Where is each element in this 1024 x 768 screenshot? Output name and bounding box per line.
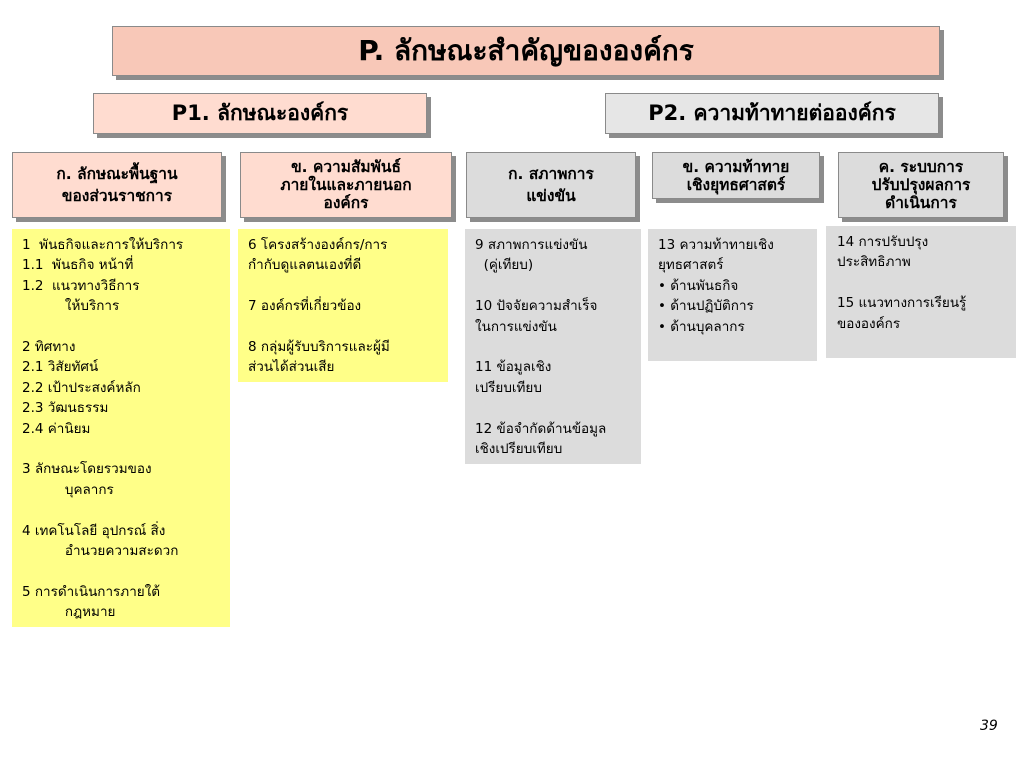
- header-organizational-environment: [12, 152, 222, 218]
- header-line: องค์กร: [323, 194, 369, 212]
- text-line: 2 ทิศทาง: [22, 339, 76, 356]
- text-line: 7 องค์กรที่เกี่ยวข้อง: [248, 298, 362, 315]
- header-performance-improvement-system: [838, 152, 1004, 218]
- text-line: [22, 500, 222, 520]
- text-line: 2.1 วิสัยทัศน์: [22, 359, 99, 376]
- text-line: 15 แนวทางการเรียนรู้: [837, 295, 967, 312]
- text-line: อำนวยความสะดวก: [22, 543, 179, 560]
- text-line: ส่วนได้ส่วนเสีย: [248, 359, 335, 376]
- text-block: [508, 163, 594, 207]
- content-performance-improvement: [826, 226, 1016, 358]
- header-line: ดำเนินการ: [885, 194, 957, 212]
- text-block: [872, 158, 971, 212]
- text-line: ยุทธศาสตร์: [658, 257, 724, 274]
- p1-organizational-description: P1. ลักษณะองค์กร: [93, 93, 427, 134]
- text-line: 6 โครงสร้างองค์กร/การ: [248, 237, 388, 253]
- text-line: (คู่เทียบ): [475, 257, 534, 274]
- text-line: 3 ลักษณะโดยรวมของ: [22, 461, 152, 478]
- text-line: เปรียบเทียบ: [475, 379, 542, 396]
- text-line: กำกับดูแลตนเองที่ดี: [248, 257, 362, 274]
- text-line: 14 การปรับปรุง: [837, 234, 929, 250]
- text-line: [475, 398, 633, 418]
- text-line: 8 กลุ่มผู้รับบริการและผู้มี: [248, 339, 390, 355]
- text-line: ประสิทธิภาพ: [837, 254, 911, 271]
- header-line: ภายในและภายนอก: [280, 176, 412, 194]
- text-line: ในการแข่งขัน: [475, 318, 557, 335]
- content-organizational-environment: [12, 229, 230, 627]
- text-line: 2.2 เป้าประสงค์หลัก: [22, 379, 141, 396]
- text-block: [837, 232, 1008, 334]
- header-organizational-relationships: [240, 152, 452, 218]
- content-competitive-environment: [465, 229, 641, 464]
- text-line: กฎหมาย: [22, 604, 116, 621]
- text-line: 11 ข้อมูลเชิง: [475, 359, 552, 376]
- text-line: [837, 273, 1008, 293]
- text-line: • ด้านปฏิบัติการ: [658, 298, 754, 315]
- header-line: เชิงยุทธศาสตร์: [686, 175, 786, 194]
- text-line: ให้บริการ: [22, 298, 120, 315]
- content-strategic-challenges: [648, 229, 817, 361]
- header-line: ข. ความสัมพันธ์: [291, 158, 401, 176]
- text-line: เชิงเปรียบเทียบ: [475, 441, 563, 458]
- text-line: [22, 439, 222, 459]
- header-line: ปรับปรุงผลการ: [871, 176, 971, 194]
- header-competitive-environment: [466, 152, 636, 218]
- header-line: ก. สภาพการ: [508, 165, 594, 183]
- text-line: บุคลากร: [22, 481, 114, 498]
- text-line: 1 พันธกิจและการให้บริการ: [22, 237, 184, 253]
- text-line: [248, 317, 440, 337]
- header-line: ของส่วนราชการ: [61, 187, 173, 205]
- text-line: [248, 276, 440, 296]
- text-line: 1.2 แนวทางวิธีการ: [22, 277, 140, 294]
- header-strategic-challenges: [652, 152, 820, 199]
- text-line: [22, 317, 222, 337]
- text-line: 2.4 ค่านิยม: [22, 420, 91, 437]
- text-line: 2.3 วัฒนธรรม: [22, 400, 109, 417]
- header-line: ก. ลักษณะพื้นฐาน: [56, 165, 178, 183]
- text-line: [22, 561, 222, 581]
- text-line: 10 ปัจจัยความสำเร็จ: [475, 298, 598, 315]
- text-line: 13 ความท้าทายเชิง: [658, 237, 774, 253]
- text-line: • ด้านพันธกิจ: [658, 277, 739, 294]
- text-line: [475, 337, 633, 357]
- p2-organizational-challenges: P2. ความท้าทายต่อองค์กร: [605, 93, 939, 134]
- text-block: [248, 235, 440, 378]
- text-line: 12 ข้อจำกัดด้านข้อมูล: [475, 420, 607, 437]
- text-block: [658, 235, 809, 337]
- text-line: 4 เทคโนโลยี อุปกรณ์ สิ่ง: [22, 522, 166, 539]
- header-line: ข. ความท้าทาย: [682, 157, 790, 176]
- text-line: • ด้านบุคลากร: [658, 318, 745, 335]
- text-line: 5 การดำเนินการภายใต้: [22, 583, 161, 600]
- main-title: P. ลักษณะสำคัญขององค์กร: [112, 26, 940, 76]
- header-line: ค. ระบบการ: [878, 158, 964, 176]
- text-block: [56, 163, 177, 207]
- text-block: [22, 235, 222, 623]
- text-block: [475, 235, 633, 459]
- text-line: 9 สภาพการแข่งขัน: [475, 237, 588, 253]
- text-block: [683, 158, 790, 194]
- text-line: ขององค์กร: [837, 315, 901, 332]
- text-line: 1.1 พันธกิจ หน้าที่: [22, 257, 134, 274]
- header-line: แข่งขัน: [526, 187, 576, 205]
- page-number: 39: [980, 718, 998, 734]
- content-organizational-relationships: [238, 229, 448, 382]
- text-block: [280, 158, 411, 212]
- text-line: [475, 276, 633, 296]
